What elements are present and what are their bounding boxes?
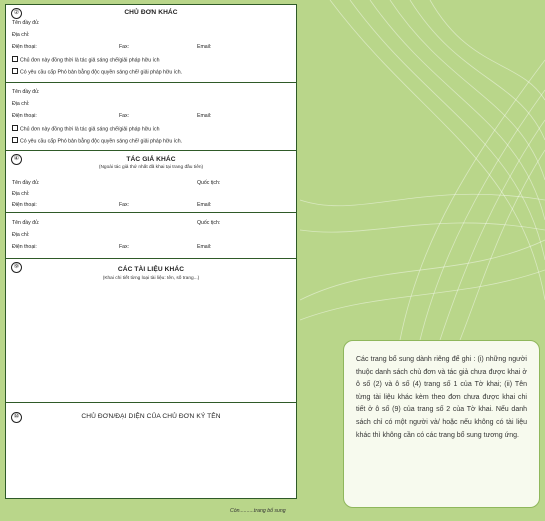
author2-email-label: Email: bbox=[197, 244, 212, 250]
supplementary-form-page bbox=[5, 4, 297, 499]
owner2-copy-checkbox-row[interactable]: Có yêu cầu cấp Phó bản bằng độc quyền sáng chế/ giải pháp hữu ích. bbox=[12, 137, 182, 145]
other-author-section-1 bbox=[6, 150, 296, 212]
owner2-address-label: Địa chỉ: bbox=[12, 101, 30, 107]
section-number-4: ④ bbox=[11, 154, 22, 165]
author2-phone-label: Điện thoại: bbox=[12, 244, 37, 250]
owner-fax-label: Fax: bbox=[119, 44, 130, 50]
remaining-pages-footer: Còn..........trang bổ sung bbox=[230, 508, 286, 514]
author-name-label: Tên đầy đủ: bbox=[12, 180, 40, 186]
section-number-2: ② bbox=[11, 8, 22, 19]
other-owner-section-2 bbox=[6, 82, 296, 150]
author2-fax-label: Fax: bbox=[119, 244, 130, 250]
other-documents-section bbox=[6, 258, 296, 402]
author2-name-label: Tên đầy đủ: bbox=[12, 220, 40, 226]
owner-address-label: Địa chỉ: bbox=[12, 32, 30, 38]
owner2-email-label: Email: bbox=[197, 113, 212, 119]
owner2-fax-label: Fax: bbox=[119, 113, 130, 119]
other-documents-title: CÁC TÀI LIỆU KHÁC bbox=[117, 266, 185, 273]
checkbox[interactable] bbox=[12, 125, 18, 131]
signature-title: CHỦ ĐƠN/ĐẠI DIỆN CỦA CHỦ ĐƠN KÝ TÊN bbox=[81, 413, 221, 420]
other-documents-subtitle: (Khai chi tiết từng loại tài liệu: tên, số trang...) bbox=[102, 276, 200, 281]
author2-nationality-label: Quốc tịch: bbox=[197, 220, 221, 226]
author-address-label: Địa chỉ: bbox=[12, 191, 30, 197]
owner2-name-label: Tên đầy đủ: bbox=[12, 89, 40, 95]
author-phone-label: Điện thoại: bbox=[12, 202, 37, 208]
other-owner-section-1 bbox=[6, 5, 296, 82]
author-fax-label: Fax: bbox=[119, 202, 130, 208]
checkbox[interactable] bbox=[12, 137, 18, 143]
other-author-title: TÁC GIẢ KHÁC bbox=[126, 156, 176, 163]
author-nationality-label: Quốc tịch: bbox=[197, 180, 221, 186]
instruction-note-box: Các trang bổ sung dành riêng để ghi : (i) những người thuộc danh sách chủ đơn và tác giả chưa được khai ở ô số (2) và ô số (4) trang số 1 của Tờ khai; (ii) Tên từng tài liệu khác kèm theo đơn chưa được khai chi tiết ở ô số (9) của trang số 2 của Tờ khai. Nếu danh sách chỉ có một người và/ hoặc nếu không có tài liệu khác thì không cần có các trang bổ sung tương ứng. bbox=[343, 340, 540, 508]
owner-phone-label: Điện thoại: bbox=[12, 44, 37, 50]
owner-copy-checkbox-row[interactable]: Có yêu cầu cấp Phó bản bằng độc quyền sáng chế/ giải pháp hữu ích. bbox=[12, 68, 182, 76]
owner-name-label: Tên đầy đủ: bbox=[12, 20, 40, 26]
section-number-10: ⑩ bbox=[11, 412, 22, 423]
other-author-section-2 bbox=[6, 212, 296, 258]
owner2-author-checkbox-row[interactable]: Chủ đơn này đồng thời là tác giả sáng chế/giải pháp hữu ích bbox=[12, 125, 159, 133]
author-email-label: Email: bbox=[197, 202, 212, 208]
other-author-subtitle: (Ngoài tác giả thứ nhất đã khai tại trang đầu tiên) bbox=[98, 165, 204, 170]
owner-author-checkbox-row[interactable]: Chủ đơn này đồng thời là tác giả sáng chế/giải pháp hữu ích bbox=[12, 56, 159, 64]
checkbox[interactable] bbox=[12, 56, 18, 62]
checkbox[interactable] bbox=[12, 68, 18, 74]
owner2-phone-label: Điện thoại: bbox=[12, 113, 37, 119]
signature-section bbox=[6, 402, 296, 499]
owner-email-label: Email: bbox=[197, 44, 212, 50]
author2-address-label: Địa chỉ: bbox=[12, 232, 30, 238]
section-number-9: ⑨ bbox=[11, 262, 22, 273]
other-owner-title: CHỦ ĐƠN KHÁC bbox=[124, 9, 178, 16]
